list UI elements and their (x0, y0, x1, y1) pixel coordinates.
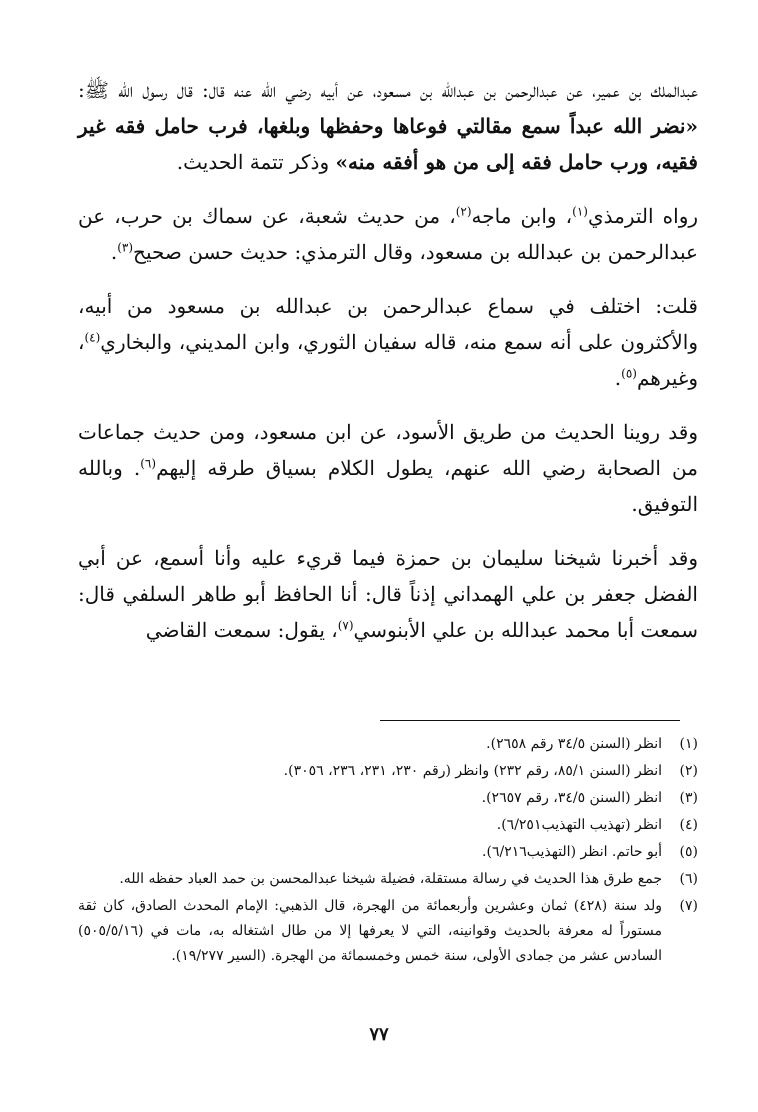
paragraph-text: عبدالملك بن عمير، عن عبدالرحمن بن عبدالله بن مسعود، عن أبيه رضي الله عنه قال: قال رسول الله ﷺ: (78, 78, 698, 102)
footnote-5 (78, 840, 698, 865)
footnote-7 (78, 894, 698, 969)
footnote-3 (78, 786, 698, 811)
footnote-ref: (٢) (455, 204, 472, 219)
paragraph-text: رواه الترمذي (587, 204, 699, 228)
footnote-text: انظر (السنن ٣٤/٥ رقم ٢٦٥٨). (486, 736, 662, 752)
footnote-ref: (٦) (140, 456, 157, 471)
footnote-text: انظر (تهذيب التهذيب٦/٢٥١). (496, 817, 662, 833)
paragraph-text: ، من حديث شعبة، عن سماك بن حرب، عن عبدالرحمن بن عبدالله بن مسعود، وقال الترمذي: حديث حسن صحيح (78, 204, 698, 264)
footnote-divider (380, 720, 680, 721)
footnote-2 (78, 759, 698, 784)
paragraph-2 (78, 198, 698, 270)
footnote-text: ولد سنة (٤٢٨) ثمان وعشرين وأربعمائة من الهجرة، قال الذهبي: الإمام المحدث الصادق، كان ثقة مستوراً له معرفة بالحديث وقوانينه، التي لا يعرفها إلا من طال اشتغاله به، مات في (٥٠٥/٥/١٦) السادس عشر من جمادى الأولى، سنة خمس وخمسمائة من الهجرة. (السير ١٩/٢٧٧). (78, 898, 662, 964)
paragraph-5 (78, 540, 698, 648)
paragraph-text: قلت: اختلف في سماع عبدالرحمن بن عبدالله بن مسعود من أبيه، والأكثرون على أنه سمع منه، قاله سفيان الثوري، وابن المديني، والبخاري (78, 294, 698, 354)
footnote-text: انظر (السنن ٨٥/١، رقم ٢٣٢) وانظر (رقم ٢٣٠، ٢٣١، ٢٣٦، ٣٠٥٦). (283, 763, 662, 779)
footnotes (78, 732, 698, 971)
paragraph-text: . (110, 240, 118, 264)
paragraph-text: ، يقول: سمعت القاضي (145, 618, 338, 642)
paragraph-text: وقد روينا الحديث من طريق الأسود، عن ابن مسعود، ومن حديث جماعات من الصحابة رضي الله عنهم، يطول الكلام بسياق طرقه إليهم (78, 420, 698, 480)
footnote-text: انظر (السنن ٣٤/٥، رقم ٢٦٥٧). (481, 790, 662, 806)
footnote-4 (78, 813, 698, 838)
footnote-number: (٤) (679, 817, 698, 833)
footnote-text: أبو حاتم. انظر (التهذيب٦/٢١٦). (482, 844, 662, 860)
paragraph-text: وذكر تتمة الحديث. (176, 150, 336, 174)
paragraph-1 (78, 72, 698, 180)
paragraph-text: ، وغيرهم (78, 330, 698, 390)
footnote-number: (٢) (679, 763, 698, 779)
footnote-number: (٦) (679, 871, 698, 887)
paragraph-text: . (614, 366, 622, 390)
footnote-number: (٣) (679, 790, 698, 806)
footnote-ref: (٥) (621, 366, 637, 381)
paragraph-4 (78, 414, 698, 522)
hadith-quote: «نضر الله عبداً سمع مقالتي فوعاها وحفظها وبلغها، فرب حامل فقه غير فقيه، ورب حامل فقه إلى من هو أفقه منه» (78, 114, 698, 174)
paragraph-3 (78, 288, 698, 396)
footnote-ref: (٤) (84, 330, 101, 345)
footnote-number: (٧) (679, 898, 698, 914)
footnote-ref: (٣) (117, 240, 134, 255)
page-number: ٧٧ (369, 1024, 389, 1045)
paragraph-text: ، وابن ماجه (471, 204, 573, 228)
paragraph-text: . وبالله التوفيق. (78, 456, 698, 516)
main-text (78, 72, 698, 666)
footnote-text: جمع طرق هذا الحديث في رسالة مستقلة، فضيلة شيخنا عبدالمحسن بن حمد العباد حفظه الله. (119, 871, 662, 887)
footnote-ref: (١) (572, 204, 588, 219)
footnote-number: (١) (679, 736, 698, 752)
footnote-number: (٥) (679, 844, 698, 860)
footnote-ref: (٧) (337, 618, 354, 633)
footnote-6 (78, 867, 698, 892)
paragraph-text: وقد أخبرنا شيخنا سليمان بن حمزة فيما قريء عليه وأنا أسمع، عن أبي الفضل جعفر بن علي الهمداني إذناً قال: أنا الحافظ أبو طاهر السلفي قال: سمعت أبا محمد عبدالله بن علي الأبنوسي (78, 546, 698, 642)
footnote-1 (78, 732, 698, 757)
